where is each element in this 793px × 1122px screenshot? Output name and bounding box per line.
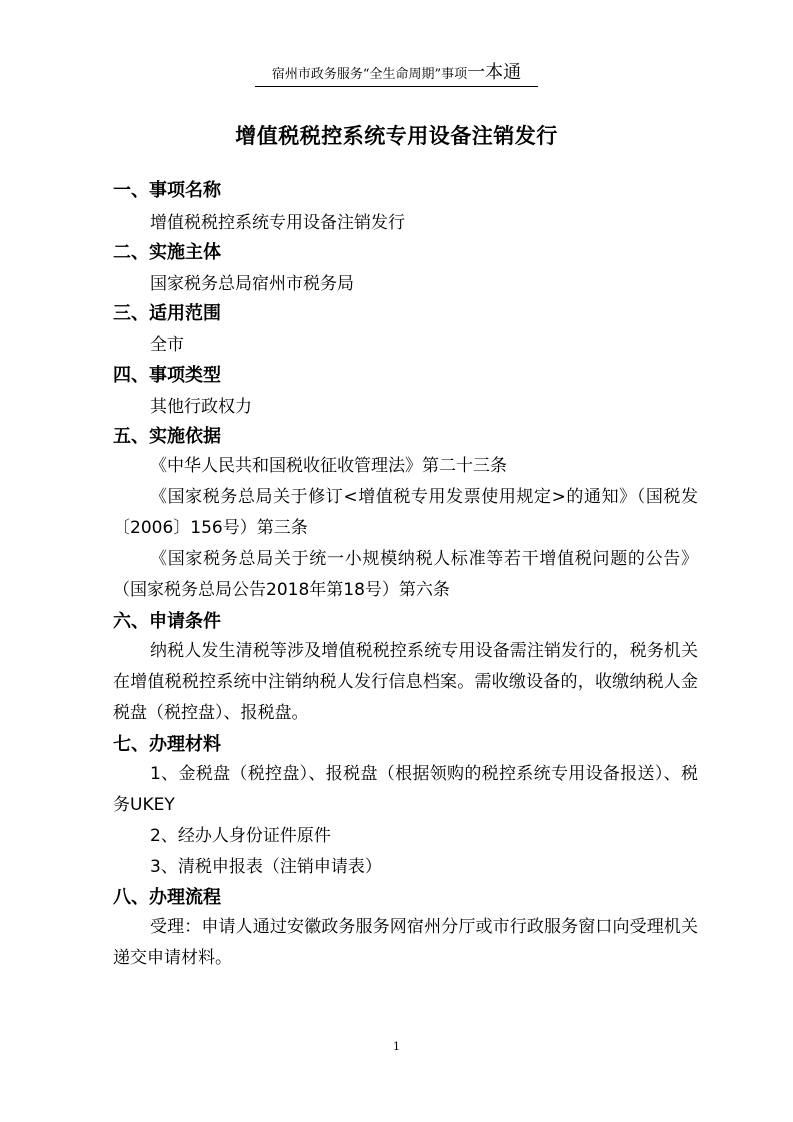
application-conditions-paragraph: 纳税人发生清税等涉及增值税税控系统专用设备需注销发行的，税务机关在增值税税控系统中注销纳税人发行信息档案。需收缴设备的，收缴纳税人金税盘（税控盘）、报税盘。 bbox=[113, 641, 698, 723]
materials-list-item: 3、清税申报表（注销申请表） bbox=[150, 857, 382, 877]
scope-value: 全市 bbox=[150, 335, 184, 355]
implementing-body-value: 国家税务总局宿州市税务局 bbox=[150, 274, 354, 294]
section-heading-application-conditions: 六、申请条件 bbox=[113, 611, 221, 632]
section-heading-item-name: 一、事项名称 bbox=[113, 180, 221, 201]
document-title: 增值税税控系统专用设备注销发行 bbox=[235, 124, 558, 148]
materials-list-item: 2、经办人身份证件原件 bbox=[150, 826, 331, 846]
section-heading-required-materials: 七、办理材料 bbox=[113, 734, 221, 755]
materials-list-item: 1、金税盘（税控盘）、报税盘（根据领购的税控系统专用设备报送）、税务UKEY bbox=[113, 764, 698, 815]
process-paragraph: 受理：申请人通过安徽政务服务网宿州分厅或市行政服务窗口向受理机关递交申请材料。 bbox=[113, 917, 698, 968]
header-prefix: 宿州市政务服务“全生命周期”事项 bbox=[271, 67, 468, 82]
item-name-value: 增值税税控系统专用设备注销发行 bbox=[150, 213, 405, 233]
page-number: 1 bbox=[393, 1040, 400, 1053]
section-heading-legal-basis: 五、实施依据 bbox=[113, 426, 221, 447]
header-underline bbox=[255, 86, 538, 87]
legal-basis-paragraph: 《国家税务总局关于修订<增值税专用发票使用规定>的通知》（国税发〔2006〕156号）第三条 bbox=[113, 487, 698, 538]
item-type-value: 其他行政权力 bbox=[150, 397, 252, 417]
legal-basis-paragraph: 《国家税务总局关于统一小规模纳税人标准等若干增值税问题的公告》（国家税务总局公告2018年第18号）第六条 bbox=[113, 549, 698, 600]
running-header bbox=[0, 63, 793, 85]
section-heading-implementing-body: 二、实施主体 bbox=[113, 242, 221, 263]
section-heading-process: 八、办理流程 bbox=[113, 887, 221, 908]
header-suffix: 一本通 bbox=[467, 62, 522, 83]
section-heading-scope: 三、适用范围 bbox=[113, 303, 221, 324]
legal-basis-paragraph: 《中华人民共和国税收征收管理法》第二十三条 bbox=[150, 456, 507, 476]
section-heading-item-type: 四、事项类型 bbox=[113, 365, 221, 386]
